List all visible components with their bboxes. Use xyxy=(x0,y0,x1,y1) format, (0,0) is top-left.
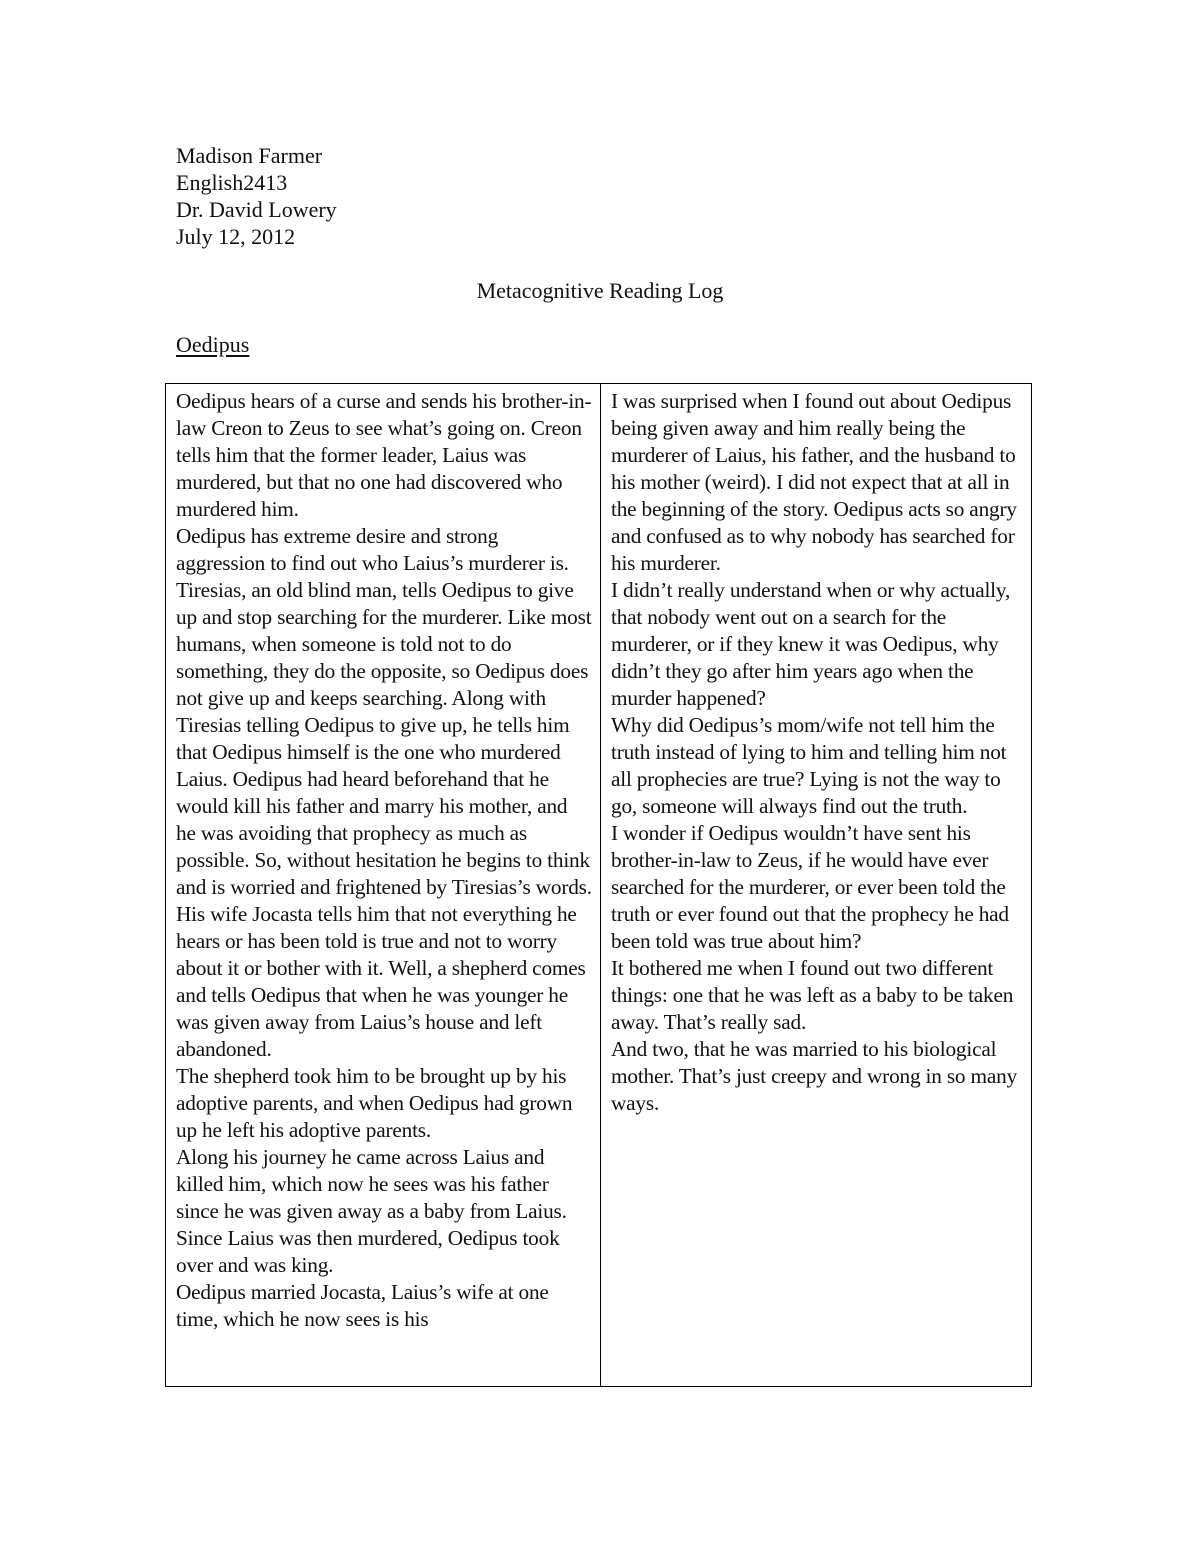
reflection-column xyxy=(601,384,1031,1386)
section-heading: Oedipus xyxy=(176,332,250,357)
summary-paragraph: Oedipus hears of a curse and sends his brother-in-law Creon to Zeus to see what’s going on. Creon tells him that the former leader, Laius was murdered, but that no one had discovered who murdered him. xyxy=(176,389,592,521)
summary-paragraph: Oedipus married Jocasta, Laius’s wife at one time, which he now sees is his xyxy=(176,1280,549,1331)
summary-paragraph: Along his journey he came across Laius and killed him, which now he sees was his father since he was given away as a baby from Laius. Since Laius was then murdered, Oedipus took over and was king. xyxy=(176,1145,567,1277)
reflection-paragraph: I was surprised when I found out about Oedipus being given away and him really being the murderer of Laius, his father, and the husband to his mother (weird). I did not expect that at all in the beginning of the story. Oedipus acts so angry and confused as to why nobody has searched for his murderer. xyxy=(611,389,1017,575)
instructor-name: Dr. David Lowery xyxy=(176,197,337,222)
course-name: English2413 xyxy=(176,170,288,195)
reflection-paragraph: And two, that he was married to his biological mother. That’s just creepy and wrong in so many ways. xyxy=(611,1037,1018,1115)
document-title: Metacognitive Reading Log xyxy=(476,278,724,303)
reflection-paragraph: I didn’t really understand when or why actually, that nobody went out on a search for the murderer, or if they knew it was Oedipus, why didn’t they go after him years ago when the murder happened? xyxy=(611,578,1011,710)
reflection-paragraph: I wonder if Oedipus wouldn’t have sent his brother-in-law to Zeus, if he would have ever searched for the murderer, or ever been told the truth or ever found out that the prophecy he had been told was true about him? xyxy=(611,821,1009,953)
summary-paragraph: The shepherd took him to be brought up by his adoptive parents, and when Oedipus had grown up he left his adoptive parents. xyxy=(176,1064,573,1142)
summary-paragraph: Oedipus has extreme desire and strong aggression to find out who Laius’s murderer is. Tiresias, an old blind man, tells Oedipus to give up and stop searching for the murderer. Like most humans, when someone is told not to do something, they do the opposite, so Oedipus does not give up and keeps searching. Along with Tiresias telling Oedipus to give up, he tells him that Oedipus himself is the one who murdered Laius. Oedipus had heard beforehand that he would kill his father and marry his mother, and he was avoiding that prophecy as much as possible. So, without hesitation he begins to think and is worried and frightened by Tiresias’s words. His wife Jocasta tells him that not everything he hears or has been told is true and not to worry about it or bother with it. Well, a shepherd comes and tells Oedipus that when he was younger he was given away from Laius’s house and left abandoned. xyxy=(176,524,592,1061)
reflection-paragraph: Why did Oedipus’s mom/wife not tell him the truth instead of lying to him and telling him not all prophecies are true? Lying is not the way to go, someone will always find out the truth. xyxy=(611,713,1007,818)
reflection-paragraph: It bothered me when I found out two different things: one that he was left as a baby to be taken away. That’s really sad. xyxy=(611,956,1014,1034)
document-date: July 12, 2012 xyxy=(176,224,296,249)
author-name: Madison Farmer xyxy=(176,143,323,168)
summary-column xyxy=(166,384,601,1386)
reading-log-table xyxy=(165,383,1032,1387)
header-block xyxy=(176,142,337,250)
